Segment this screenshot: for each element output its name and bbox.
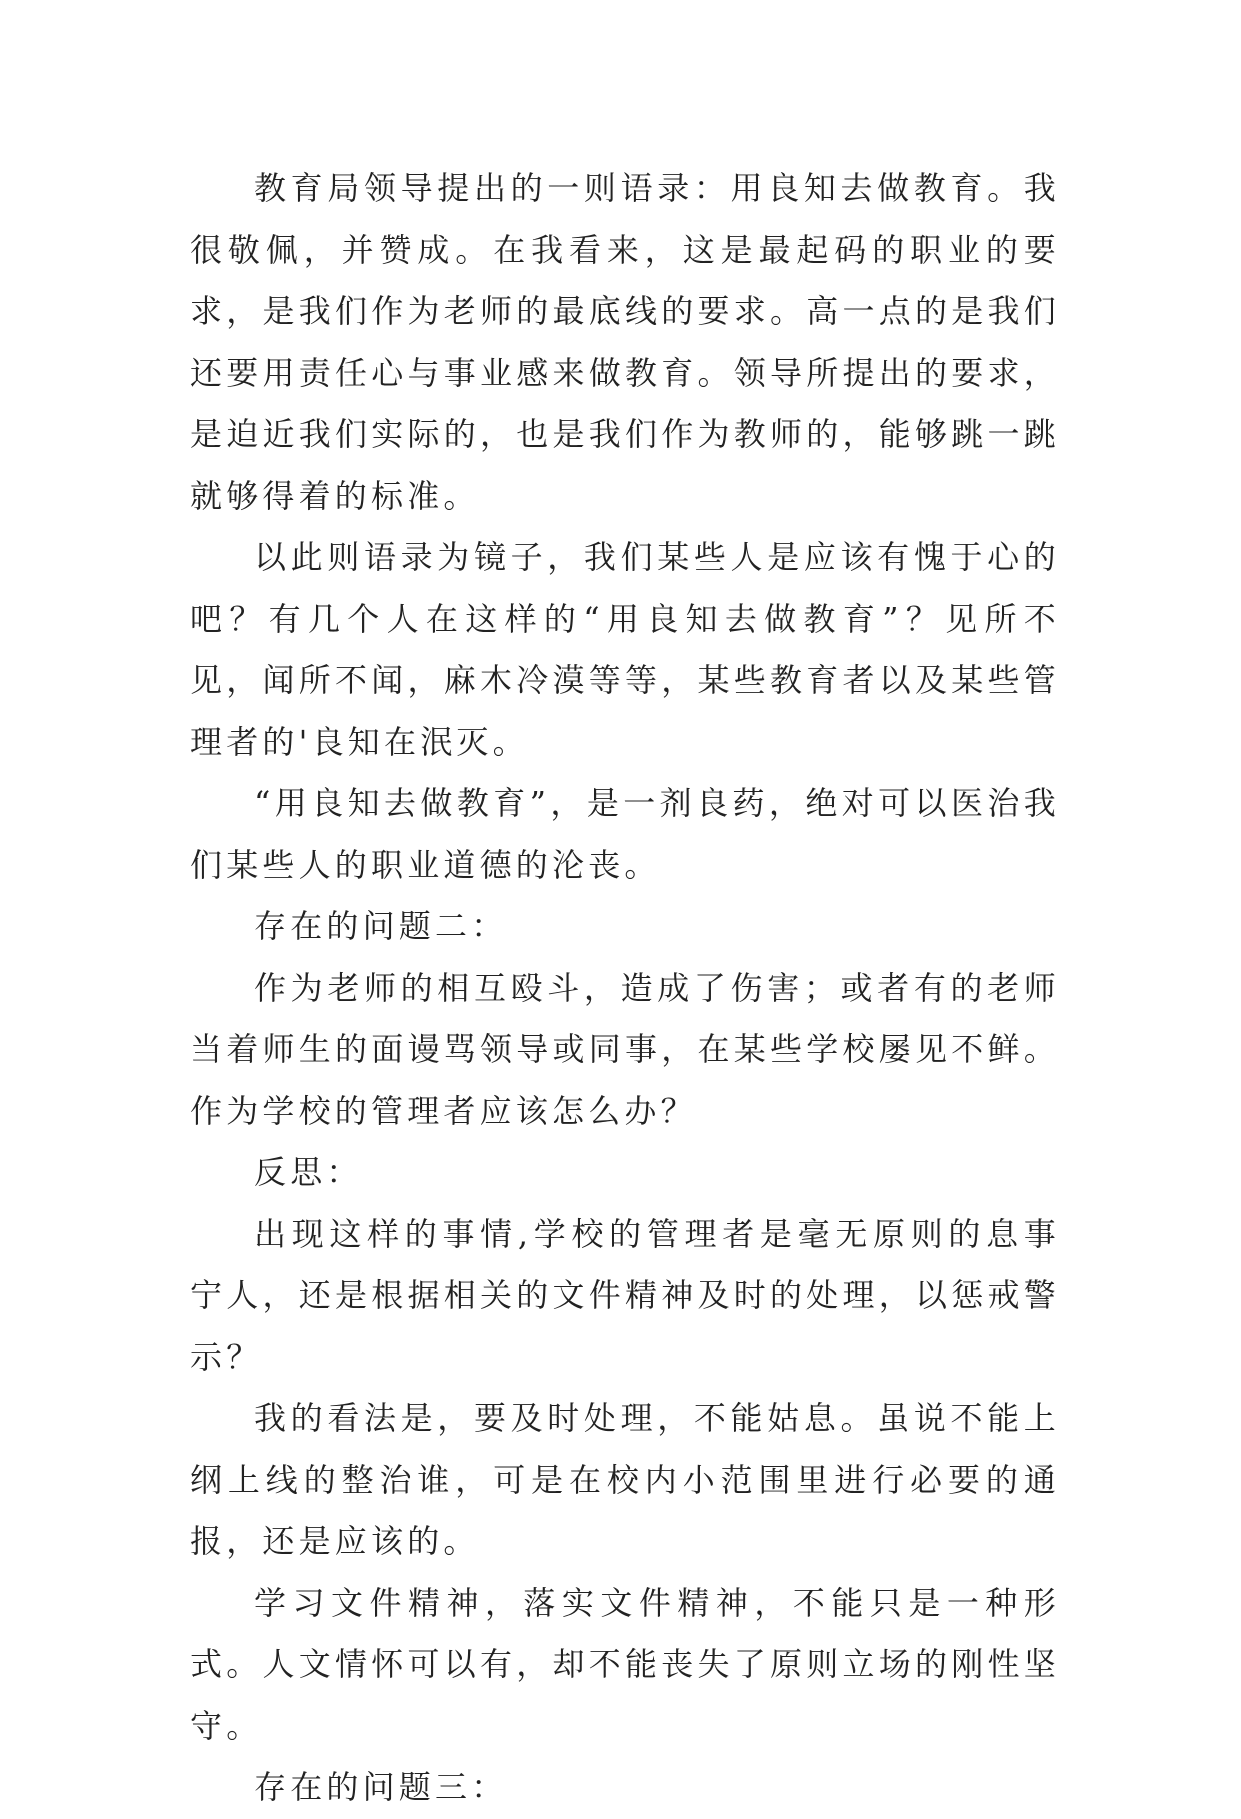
paragraph-8: 我的看法是，要及时处理，不能姑息。虽说不能上纲上线的整治谁，可是在校内小范围里进行必要的通报，还是应该的。 bbox=[190, 1399, 1060, 1560]
paragraph-1: 教育局领导提出的一则语录：用良知去做教育。我很敬佩，并赞成。在我看来，这是最起码的职业的要求，是我们作为老师的最底线的要求。高一点的是我们还要用责任心与事业感来做教育。领导所提出的要求，是迫近我们实际的，也是我们作为教师的，能够跳一跳就够得着的标准。 bbox=[190, 169, 1060, 515]
paragraph-5: 作为老师的相互殴斗，造成了伤害；或者有的老师当着师生的面谩骂领导或同事，在某些学校屡见不鲜。作为学校的管理者应该怎么办？ bbox=[190, 968, 1060, 1130]
paragraph-2: 以此则语录为镜子，我们某些人是应该有愧于心的吧？有几个人在这样的“用良知去做教育”？见所不见，闻所不闻，麻木冷漠等等，某些教育者以及某些管理者的'良知在泯灭。 bbox=[190, 538, 1060, 761]
paragraph-9: 学习文件精神，落实文件精神，不能只是一种形式。人文情怀可以有，却不能丧失了原则立场的刚性坚守。 bbox=[190, 1583, 1060, 1745]
document-body bbox=[190, 158, 1060, 1819]
paragraph-7: 出现这样的事情,学校的管理者是毫无原则的息事宁人，还是根据相关的文件精神及时的处理，以惩戒警示？ bbox=[190, 1214, 1060, 1376]
section-heading-problem-3: 存在的问题三： bbox=[254, 1768, 508, 1806]
section-heading-problem-2: 存在的问题二： bbox=[254, 907, 508, 945]
section-heading-reflection: 反思： bbox=[254, 1153, 363, 1191]
paragraph-3: “用良知去做教育”，是一剂良药，绝对可以医治我们某些人的职业道德的沦丧。 bbox=[190, 784, 1060, 884]
